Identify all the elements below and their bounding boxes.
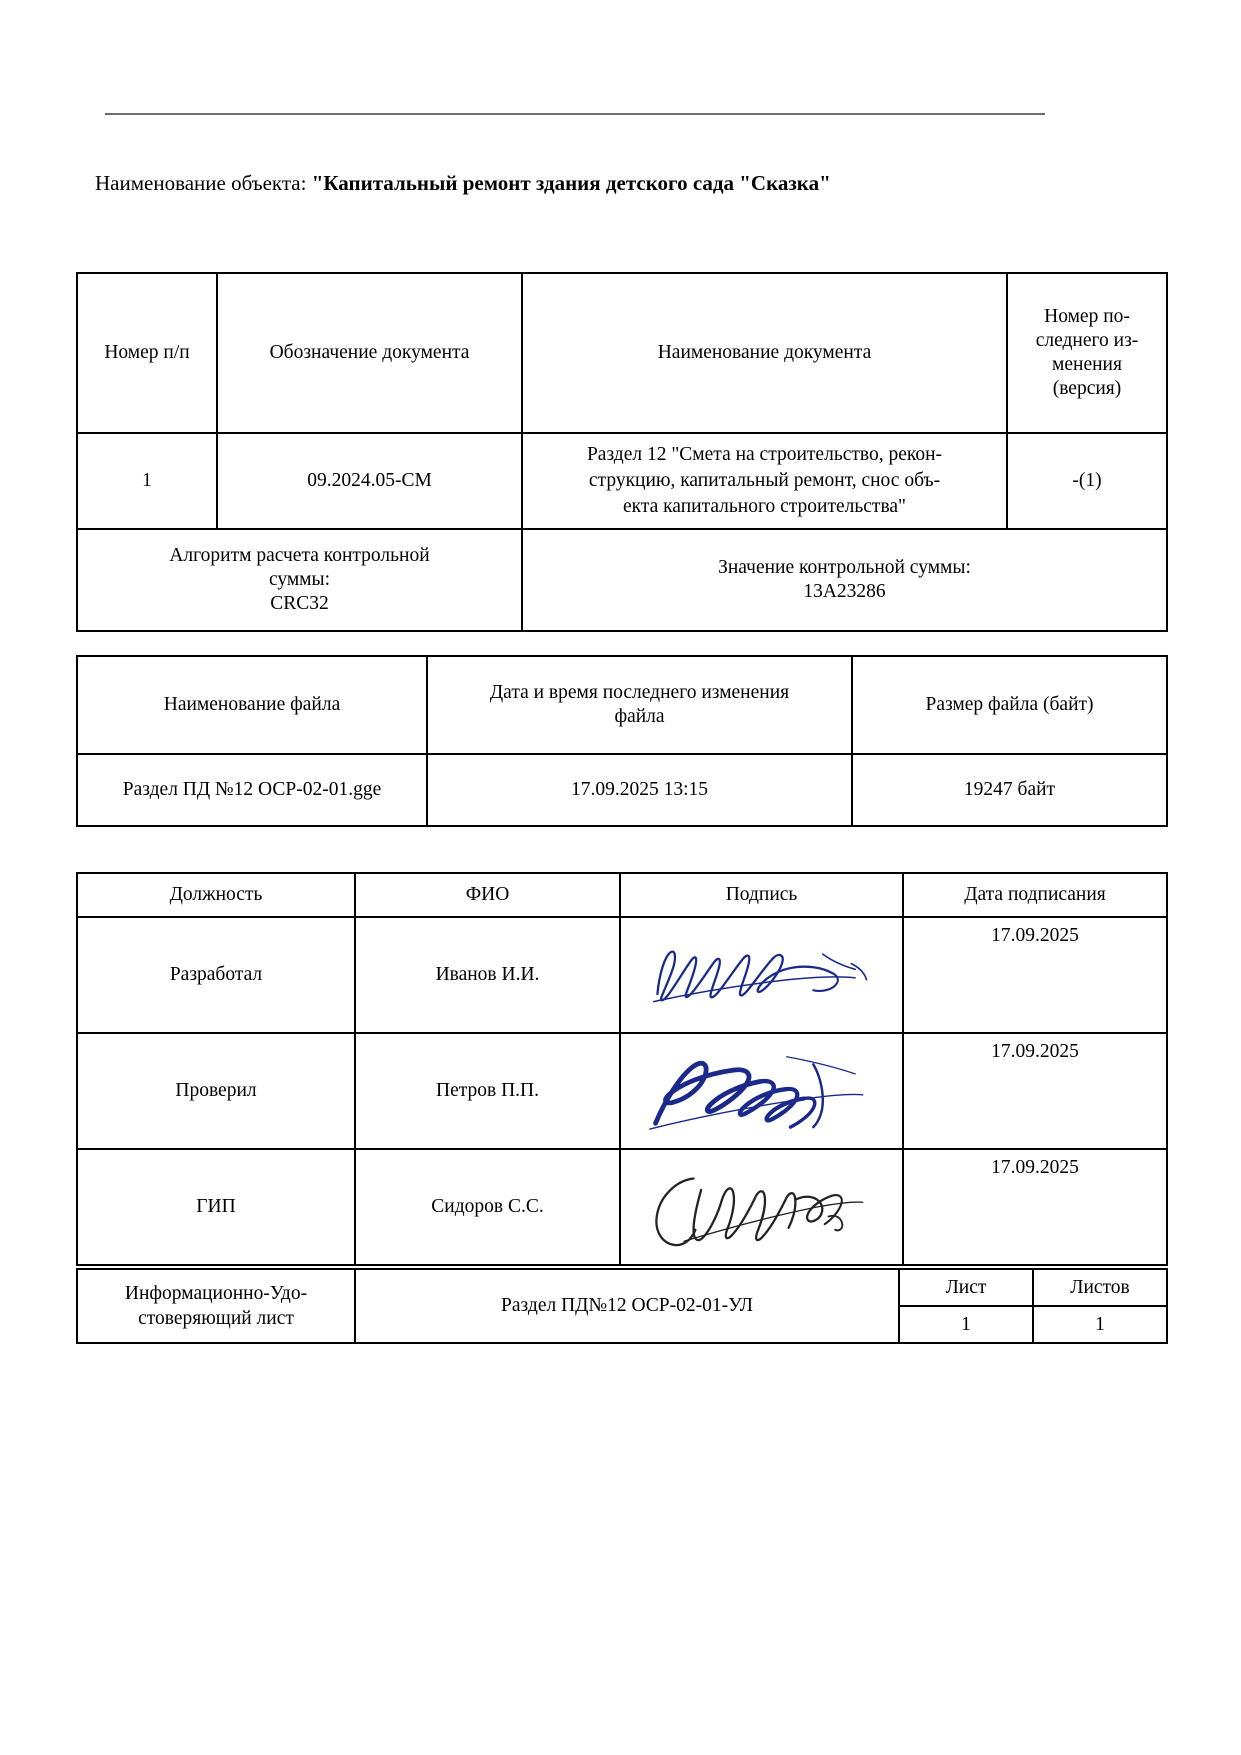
cell-doc-version: -(1)	[1007, 433, 1167, 529]
header-version-line-2: следнего из-	[1035, 330, 1139, 351]
document-registry-table	[76, 272, 1168, 632]
header-version-line-1: Номер по-	[1044, 306, 1130, 327]
footer-stamp-row-1	[77, 1269, 1167, 1306]
file-info-table	[76, 655, 1168, 827]
header-person: ФИО	[355, 873, 620, 917]
cell-person-developer: Иванов И.И.	[355, 917, 620, 1033]
footer-stamp-sheets-value: 1	[1033, 1306, 1167, 1343]
footer-stamp-sheet-value: 1	[899, 1306, 1033, 1343]
cell-file-name: Раздел ПД №12 ОСР-02-01.gge	[77, 754, 427, 826]
header-file-size: Размер файла (байт)	[852, 656, 1167, 754]
table-row	[77, 1033, 1167, 1149]
table-row	[77, 754, 1167, 826]
footer-stamp-title-line-1: Информационно-Удо-	[124, 1283, 308, 1304]
header-position: Должность	[77, 873, 355, 917]
cell-position-checker: Проверил	[77, 1033, 355, 1149]
cell-person-gip: Сидоров С.С.	[355, 1149, 620, 1265]
cell-file-size: 19247 байт	[852, 754, 1167, 826]
footer-stamp-title	[77, 1269, 355, 1343]
footer-stamp-table	[76, 1268, 1168, 1344]
cell-person-checker: Петров П.П.	[355, 1033, 620, 1149]
signature-ivanov	[620, 917, 903, 1033]
header-file-modified-line-1: Дата и время последнего изменения	[489, 682, 790, 703]
table-header-row	[77, 873, 1167, 917]
header-version-line-4: (версия)	[1052, 378, 1122, 399]
signature-petrov-icon	[627, 1039, 896, 1143]
footer-stamp-title-line-2: стоверяющий лист	[138, 1308, 294, 1329]
table-row	[77, 1149, 1167, 1265]
cell-position-gip: ГИП	[77, 1149, 355, 1265]
table-row	[77, 433, 1167, 529]
header-file-modified	[427, 656, 852, 754]
checksum-algorithm-value: CRC32	[270, 593, 329, 614]
header-number: Номер п/п	[77, 273, 217, 433]
header-version-line-3: менения	[1052, 354, 1122, 375]
header-file-modified-line-2: файла	[614, 706, 665, 727]
signature-sidorov-icon	[627, 1155, 896, 1259]
footer-stamp-sheets-label: Листов	[1033, 1269, 1167, 1306]
cell-sign-date-checker: 17.09.2025	[903, 1033, 1167, 1149]
cell-sign-date-developer: 17.09.2025	[903, 917, 1167, 1033]
header-designation: Обозначение документа	[217, 273, 522, 433]
header-doc-name: Наименование документа	[522, 273, 1007, 433]
top-horizontal-rule	[105, 113, 1045, 115]
signature-sidorov	[620, 1149, 903, 1265]
cell-position-developer: Разработал	[77, 917, 355, 1033]
footer-stamp-sheet-label: Лист	[899, 1269, 1033, 1306]
doc-name-line-3: екта капитального строительства"	[622, 496, 907, 517]
table-header-row	[77, 656, 1167, 754]
header-version	[1007, 273, 1167, 433]
cell-file-modified: 17.09.2025 13:15	[427, 754, 852, 826]
footer-stamp-doc-code: Раздел ПД№12 ОСР-02-01-УЛ	[355, 1269, 899, 1343]
signatures-table	[76, 872, 1168, 1266]
cell-row-number: 1	[77, 433, 217, 529]
cell-sign-date-gip: 17.09.2025	[903, 1149, 1167, 1265]
object-title-value: "Капитальный ремонт здания детского сада "Сказка"	[311, 171, 831, 195]
checksum-value-label: Значение контрольной суммы:	[718, 557, 971, 578]
cell-checksum-value	[522, 529, 1167, 631]
table-row	[77, 917, 1167, 1033]
header-file-name: Наименование файла	[77, 656, 427, 754]
signature-petrov	[620, 1033, 903, 1149]
checksum-algorithm-label-line-2: суммы:	[268, 569, 331, 590]
header-signature: Подпись	[620, 873, 903, 917]
table-checksum-row	[77, 529, 1167, 631]
checksum-value: 13A23286	[803, 581, 886, 602]
signature-ivanov-icon	[627, 923, 896, 1027]
object-title-label: Наименование объекта:	[95, 171, 307, 195]
checksum-algorithm-label-line-1: Алгоритм расчета контрольной	[169, 545, 430, 566]
cell-checksum-algorithm	[77, 529, 522, 631]
cell-doc-name	[522, 433, 1007, 529]
table-header-row	[77, 273, 1167, 433]
cell-doc-designation: 09.2024.05-СМ	[217, 433, 522, 529]
doc-name-line-2: струкцию, капитальный ремонт, снос объ-	[588, 470, 941, 491]
object-title-line	[95, 170, 1155, 196]
header-sign-date: Дата подписания	[903, 873, 1167, 917]
doc-name-line-1: Раздел 12 "Смета на строительство, рекон-	[586, 444, 943, 465]
